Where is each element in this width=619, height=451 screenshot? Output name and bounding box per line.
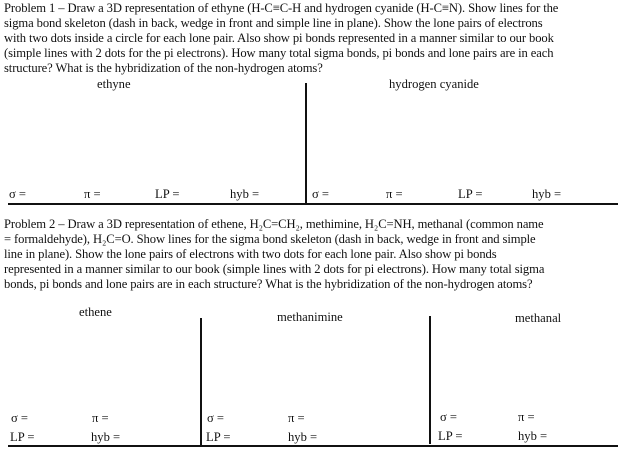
column-divider xyxy=(305,83,307,205)
methanal-sigma-field: σ = xyxy=(440,410,458,424)
methanal-pi-field: π = xyxy=(518,410,535,424)
methanal-label: methanal xyxy=(515,311,562,325)
ethene-label: ethene xyxy=(79,305,112,319)
methanimine-sigma-field: σ = xyxy=(207,411,225,425)
methanal-hyb-field: hyb = xyxy=(518,429,548,443)
problem-2-instructions: Problem 2 – Draw a 3D representation of ethene, H₂C=CH₂, methimine, H₂C=NH, methanal (common name = formaldehyde), H₂C=O. Show lines for the sigma bond skeleton (dash in back, wedge in front and simple line in plane). Show the lone pairs of electrons with two dots for each lone pair. Also show pi bonds represented in a manner similar to our book (simple lines with 2 dots for pi electrons). How many total sigma bonds, pi bonds and lone pairs are in each structure? What is the hybridization of the non-hydrogen atoms? xyxy=(4,217,545,291)
hcn-pi-field: π = xyxy=(386,187,403,201)
methanimine-lp-field: LP = xyxy=(206,430,231,444)
ethyne-label: ethyne xyxy=(97,77,131,91)
column-divider xyxy=(429,316,431,444)
column-divider xyxy=(200,318,202,446)
hydrogen-cyanide-label: hydrogen cyanide xyxy=(389,77,479,91)
ethene-sigma-field: σ = xyxy=(11,411,29,425)
methanimine-hyb-field: hyb = xyxy=(288,430,318,444)
ethene-hyb-field: hyb = xyxy=(91,430,121,444)
ethyne-pi-field: π = xyxy=(84,187,101,201)
ethyne-sigma-field: σ = xyxy=(9,187,27,201)
methanimine-label: methanimine xyxy=(277,310,343,324)
bottom-rule xyxy=(8,445,618,447)
ethyne-hyb-field: hyb = xyxy=(230,187,260,201)
methanal-lp-field: LP = xyxy=(438,429,463,443)
hcn-hyb-field: hyb = xyxy=(532,187,562,201)
methanimine-pi-field: π = xyxy=(288,411,305,425)
section-divider xyxy=(8,203,618,205)
hcn-sigma-field: σ = xyxy=(312,187,330,201)
problem-1-instructions: Problem 1 – Draw a 3D representation of ethyne (H-C≡C-H and hydrogen cyanide (H-C≡N). Show lines for the sigma bond skeleton (dash in back, wedge in front and simple line in plane). Show the lone pairs of electrons with two dots inside a circle for each lone pair. Also show pi bonds represented in a manner similar to our book (simple lines with 2 dots for the pi electrons). How many total sigma bonds, pi bonds and lone pairs are in each structure? What is the hybridization of the non-hydrogen atoms? xyxy=(4,1,559,75)
hcn-lp-field: LP = xyxy=(458,187,483,201)
ethyne-lp-field: LP = xyxy=(155,187,180,201)
ethene-pi-field: π = xyxy=(92,411,109,425)
ethene-lp-field: LP = xyxy=(10,430,35,444)
